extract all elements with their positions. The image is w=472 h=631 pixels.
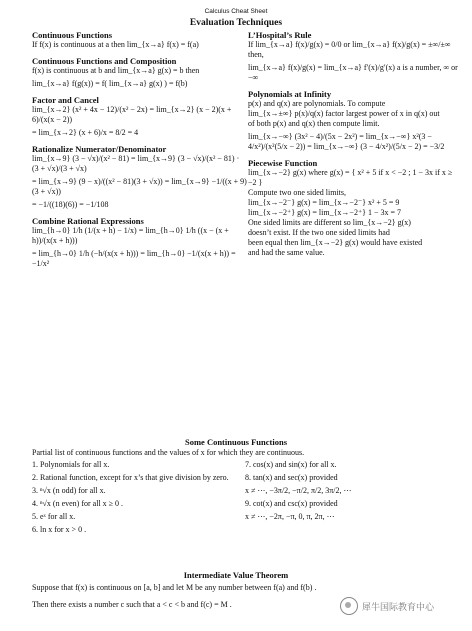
piecewise-line-7: been equal then lim_{x→−2} g(x) would have existed [248,238,423,247]
watermark [340,595,465,617]
piecewise-line-1: lim_{x→−2} g(x) where g(x) = { x² + 5 if x < −2 ; 1 − 3x if x ≥ −2 } [248,168,453,187]
piecewise-line-3: lim_{x→−2⁻} g(x) = lim_{x→−2⁻} x² + 5 = 9 [248,198,400,207]
rationalize-heading: Rationalize Numerator/Denominator [32,144,167,154]
piecewise-heading: Piecewise Function [248,158,318,168]
factor-cancel-line-2: = lim_{x→2} (x + 6)/x = 8/2 = 4 [32,128,139,137]
page-header: Calculus Cheat Sheet [204,8,268,15]
polynomials-line-2: lim_{x→±∞} p(x)/q(x) factor largest power of x in q(x) out [248,109,440,118]
piecewise-line-2: Compute two one sided limits, [248,188,346,197]
list-item: 5. eˣ for all x. [32,512,76,521]
left-column [32,30,247,269]
piecewise-line-5: One sided limits are different so lim_{x→−2} g(x) [248,218,411,227]
rationalize-line-2: = lim_{x→9} (9 − x)/((x² − 81)(3 + √x)) = lim_{x→9} −1/((x + 9)(3 + √x)) [32,177,247,196]
polynomials-example: lim_{x→−∞} (3x² − 4)/(5x − 2x²) = lim_{x→−∞} x²(3 − 4/x²)/(x²(5/x − 2)) = lim_{x→−∞} (3 − 4/x²)/(5/x − 2) = −3/2 [248,132,445,151]
combine-line-2: = lim_{h→0} 1/h (−h/(x(x + h))) = lim_{h→0} −1/(x(x + h)) = −1/x² [32,249,236,268]
lhospital-line-2: lim_{x→a} f(x)/g(x) = lim_{x→a} f′(x)/g′(x) a is a number, ∞ or −∞ [248,63,458,82]
rationalize-line-1: lim_{x→9} (3 − √x)/(x² − 81) = lim_{x→9} (3 − √x)/(x² − 81) · (3 + √x)/(3 + √x) [32,154,240,173]
polynomials-heading: Polynomials at Infinity [248,89,332,99]
list-item: x ≠ ⋯, −2π, −π, 0, π, 2π, ⋯ [245,512,335,521]
continuous-list-right [245,460,455,525]
combine-heading: Combine Rational Expressions [32,216,144,226]
list-item: 8. tan(x) and sec(x) provided [245,473,338,482]
document-title: Evaluation Techniques [189,18,283,28]
rationalize-line-3: = −1/((18)(6)) = −1/108 [32,200,109,209]
polynomials-line-1: p(x) and q(x) are polynomials. To compute [248,99,386,108]
continuous-functions-heading: Continuous Functions [32,30,113,40]
continuous-list-heading: Some Continuous Functions [184,437,288,447]
continuous-functions-body: If f(x) is continuous at a then lim_{x→a} f(x) = f(a) [32,40,199,49]
polynomials-line-3: of both p(x) and q(x) then compute limit. [248,119,380,128]
list-item: 6. ln x for x > 0 . [32,525,87,534]
composition-line-1: f(x) is continuous at b and lim_{x→a} g(x) = b then [32,66,200,75]
piecewise-line-6: doesn’t exist. If the two one sided limits had [248,228,390,237]
watermark-text: 犀牛国际教育中心 [362,602,435,613]
list-item: 7. cos(x) and sin(x) for all x. [245,460,337,469]
piecewise-line-8: and had the same value. [248,248,325,257]
continuous-list-left [32,460,242,538]
list-item: 2. Rational function, except for x’s that give division by zero. [32,473,229,482]
factor-cancel-line-1: lim_{x→2} (x² + 4x − 12)/(x² − 2x) = lim_{x→2} (x − 2)(x + 6)/(x(x − 2)) [32,105,232,124]
list-item: 4. ⁿ√x (n even) for all x ≥ 0 . [32,499,124,508]
composition-line-2: lim_{x→a} f(g(x)) = f( lim_{x→a} g(x) ) = f(b) [32,79,188,88]
right-column [248,30,460,258]
chat-logo-icon [340,597,358,615]
ivt-line-1: Suppose that f(x) is continuous on [a, b] and let M be any number between f(a) and f(b) . [32,583,317,592]
list-item: 3. ⁿ√x (n odd) for all x. [32,486,106,495]
lhospital-heading: L’Hospital’s Rule [248,30,312,40]
list-item: x ≠ ⋯, −3π/2, −π/2, π/2, 3π/2, ⋯ [245,486,352,495]
combine-line-1: lim_{h→0} 1/h (1/(x + h) − 1/x) = lim_{h→0} 1/h ((x − (x + h))/(x(x + h))) [32,226,229,245]
list-item: 1. Polynomials for all x. [32,460,110,469]
ivt-line-2: Then there exists a number c such that a < c < b and f(c) = M . [32,600,232,609]
ivt-heading: Intermediate Value Theorem [183,570,289,580]
lhospital-line-1: If lim_{x→a} f(x)/g(x) = 0/0 or lim_{x→a} f(x)/g(x) = ±∞/±∞ then, [248,40,451,59]
piecewise-line-4: lim_{x→−2⁺} g(x) = lim_{x→−2⁺} 1 − 3x = 7 [248,208,402,217]
continuous-list-intro: Partial list of continuous functions and the values of x for which they are continuous. [32,448,305,457]
composition-heading: Continuous Functions and Composition [32,56,177,66]
list-item: 9. cot(x) and csc(x) provided [245,499,338,508]
factor-cancel-heading: Factor and Cancel [32,95,99,105]
